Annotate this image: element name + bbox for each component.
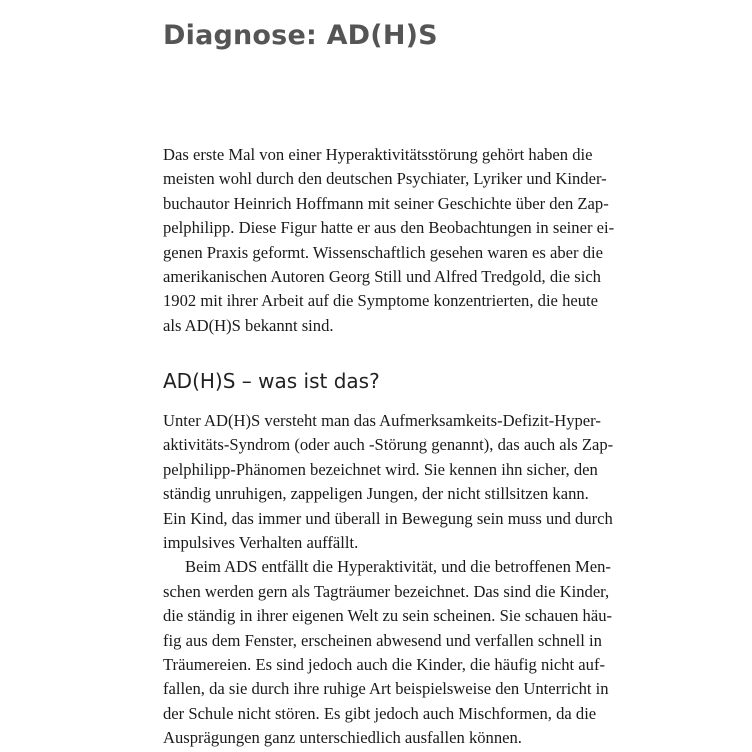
text-line: pelphilipp-Phänomen bezeichnet wird. Sie kennen ihn sicher, den [163, 459, 598, 479]
text-line: aktivitäts-Syndrom (oder auch -Störung genannt), das auch als Zap- [163, 435, 614, 455]
text-line: als AD(H)S bekannt sind. [163, 315, 334, 335]
text-line: der Schule nicht stören. Es gibt jedoch auch Mischformen, da die [163, 703, 597, 723]
text-line: fallen, da sie durch ihre ruhige Art beispielsweise den Unterricht in [163, 679, 609, 699]
paragraph-1 [163, 409, 614, 555]
text-line: Das erste Mal von einer Hyperaktivitätsstörung gehört haben die [163, 145, 593, 164]
text-line: buchautor Heinrich Hoffmann mit seiner Geschichte über den Zap- [163, 193, 609, 213]
text-line: die ständig in ihrer eigenen Welt zu sein scheinen. Sie schauen häu- [163, 606, 613, 626]
intro-paragraph [163, 143, 615, 338]
text-line: genen Praxis geformt. Wissenschaftlich gesehen waren es aber die [163, 242, 603, 262]
text-line: Träumereien. Es sind jedoch auch die Kinder, die häufig nicht auf- [163, 654, 606, 674]
text-line: fig aus dem Fenster, erscheinen abwesend und verfallen schnell in [163, 630, 602, 650]
chapter-title: Diagnose: AD(H)S [163, 20, 438, 51]
text-line: pelphilipp. Diese Figur hatte er aus den Beobachtungen in seiner ei- [163, 218, 615, 238]
text-line: amerikanischen Autoren Georg Still und Alfred Tredgold, die sich [163, 266, 601, 286]
section-body [163, 409, 614, 750]
text-line: Beim ADS entfällt die Hyperaktivität, und die betroffenen Men- [185, 557, 611, 577]
text-line: meisten wohl durch den deutschen Psychiater, Lyriker und Kinder- [163, 169, 607, 189]
section-heading: AD(H)S – was ist das? [163, 369, 380, 393]
paragraph-2 [163, 555, 613, 750]
text-line: impulsives Verhalten auffällt. [163, 532, 359, 552]
text-line: ständig unruhigen, zappeligen Jungen, der nicht stillsitzen kann. [163, 484, 589, 504]
text-line: Ausprägungen ganz unterschiedlich ausfallen können. [163, 728, 522, 748]
text-line: Unter AD(H)S versteht man das Aufmerksamkeits-Defizit-Hyper- [163, 411, 601, 430]
text-line: 1902 mit ihrer Arbeit auf die Symptome konzentrierten, die heute [163, 291, 599, 311]
text-line: schen werden gern als Tagträumer bezeichnet. Das sind die Kinder, [163, 581, 610, 601]
text-line: Ein Kind, das immer und überall in Bewegung sein muss und durch [163, 508, 613, 528]
